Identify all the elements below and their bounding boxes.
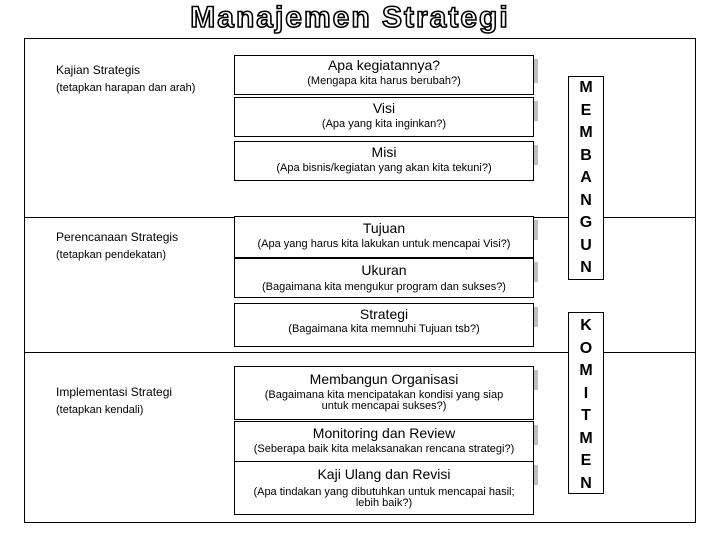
section-sublabel-implementasi: (tetapkan kendali) — [56, 404, 144, 416]
item-title: Visi — [372, 100, 396, 116]
section-sublabel-perencanaan: (tetapkan pendekatan) — [56, 249, 167, 261]
side-letter: K — [580, 317, 592, 334]
side-letter: A — [580, 169, 592, 186]
section-label-implementasi: Implementasi Strategi — [56, 385, 173, 399]
item-question: (Bagaimana kita mencipatakan kondisi yang siap untuk mencapai sukses?) — [264, 389, 504, 412]
side-word-membangun — [568, 77, 604, 280]
page-title — [130, 0, 570, 34]
item-title: Ukuran — [361, 262, 407, 278]
item-title: Kaji Ulang dan Revisi — [317, 466, 451, 482]
side-letter: E — [580, 101, 592, 119]
item-question: (Seberapa baik kita melaksanakan rencana strategi?) — [253, 443, 515, 455]
side-letter: N — [580, 259, 592, 276]
side-letter: M — [579, 362, 593, 379]
item-question: (Apa yang kita inginkan?) — [321, 118, 447, 130]
item-title: Tujuan — [362, 220, 406, 236]
side-letter: B — [580, 146, 592, 164]
side-letter: U — [580, 236, 592, 254]
item-question: (Bagaimana kita memnuhi Tujuan tsb?) — [288, 323, 480, 335]
side-letter: N — [580, 191, 592, 209]
page-title-text: Manajemen Strategi — [190, 1, 510, 34]
section-sublabel-kajian: (tetapkan harapan dan arah) — [56, 82, 196, 94]
section-label-kajian: Kajian Strategis — [56, 63, 141, 77]
side-letter: T — [581, 407, 591, 424]
side-letter: O — [579, 339, 593, 357]
item-title: Strategi — [359, 306, 409, 322]
side-letter: G — [579, 214, 593, 231]
item-question: (Bagaimana kita mengukur program dan sukses?) — [262, 281, 506, 293]
item-question: (Apa bisnis/kegiatan yang akan kita tekuni?) — [276, 162, 492, 174]
side-word-komitmen — [568, 315, 604, 495]
item-question: (Apa yang harus kita lakukan untuk mencapai Visi?) — [257, 238, 511, 250]
side-letter: E — [580, 452, 592, 469]
section-label-perencanaan: Perencanaan Strategis — [56, 230, 179, 244]
item-title: Apa kegiatannya? — [327, 57, 441, 73]
item-title: Membangun Organisasi — [309, 371, 459, 387]
side-letter: M — [579, 124, 593, 141]
side-letter: M — [579, 429, 593, 447]
item-question: (Mengapa kita harus berubah?) — [307, 75, 461, 87]
side-letter: N — [580, 474, 592, 492]
side-letter: I — [583, 384, 589, 402]
item-title: Monitoring dan Review — [312, 425, 456, 441]
item-question: (Apa tindakan yang dibutuhkan untuk mencapai hasil; lebih baik?) — [253, 486, 515, 509]
side-letter: M — [579, 79, 593, 96]
item-title: Misi — [371, 144, 397, 160]
